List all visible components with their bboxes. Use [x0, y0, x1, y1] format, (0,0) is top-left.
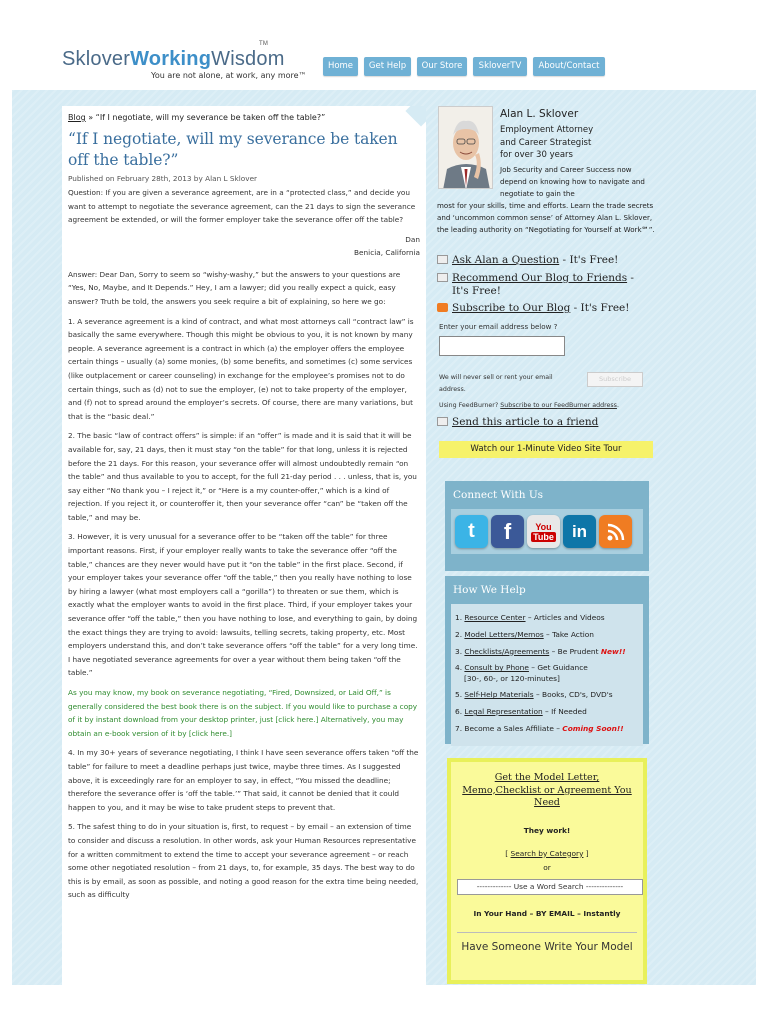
subscribe-link[interactable]: Subscribe to Our Blog — [452, 302, 571, 314]
ad-title-link[interactable]: Get the Model Letter, Memo,Checklist or Agreement You Need — [462, 772, 632, 808]
author-photo — [438, 106, 493, 189]
feedburner-link[interactable]: Subscribe to our FeedBurner address — [500, 402, 617, 409]
video-tour-button[interactable]: Watch our 1-Minute Video Site Tour — [439, 441, 653, 458]
linkedin-icon[interactable]: in — [563, 515, 596, 548]
youtube-tube: Tube — [533, 531, 554, 542]
envelope-icon — [437, 417, 448, 426]
help-link-self-help[interactable]: Self-Help Materials — [464, 690, 534, 700]
feedburner-suffix: . — [616, 402, 619, 409]
privacy-note: We will never sell or rent your email address. — [439, 374, 553, 393]
ad-in-your-hand: In Your Hand – BY EMAIL – Instantly — [473, 908, 621, 918]
article-title: “If I negotiate, will my severance be taken off the table?” — [68, 130, 398, 169]
author-role-line-1: Employment Attorney — [500, 125, 594, 135]
email-input[interactable] — [439, 336, 565, 356]
ad-they-work: They work! — [523, 825, 571, 835]
nav-sklovertv[interactable]: SkloverTV — [473, 57, 527, 76]
help-link-model-letters[interactable]: Model Letters/Memos — [464, 629, 544, 639]
help-link-legal-representation[interactable]: Legal Representation — [464, 706, 543, 716]
help-link-resource-center[interactable]: Resource Center — [464, 613, 526, 622]
book-promo-paragraph: As you may know, my book on severance negotiating, “Fired, Downsized, or Laid Off,” is generally considered the best book there is on the subject. If you would like to purchase a copy of it by instant download from your desktop printer, just [click here.] Alternatively, you may obtain an e-book version of it by [click here.] — [68, 688, 418, 738]
ad-category: [ Search by Category ] — [505, 848, 589, 858]
feedburner-note — [439, 402, 619, 409]
signature-name: Dan — [405, 234, 420, 244]
ad-write-model: Have Someone Write Your Model — [461, 940, 633, 953]
recommend-row — [437, 272, 634, 298]
help-link-checklists[interactable]: Checklists/Agreements — [464, 646, 550, 656]
answer-paragraph: Answer: Dear Dan, Sorry to seem so “wishy-washy,” but the answers to your questions are “Yes, No, Maybe, and It Depends.” Hey, I am a lawyer; did you really expect a quick, easy answer? Truth be told, the answers you seek require a bit of explaining, so here we go: — [68, 269, 401, 306]
nav-our-store[interactable]: Our Store — [417, 57, 467, 76]
new-badge: New!! — [600, 646, 626, 656]
recommend-suffix: - — [627, 272, 634, 284]
ask-question-row — [437, 254, 618, 267]
ask-question-suffix: - It's Free! — [559, 254, 619, 266]
question-signature — [68, 233, 420, 259]
youtube-you: You — [535, 521, 552, 532]
social-icons — [451, 509, 643, 554]
list-item: 4. Consult by Phone – Get Guidance [30-, 60-, or 120-minutes] — [455, 660, 639, 684]
breadcrumb-blog-link[interactable]: Blog — [68, 113, 86, 122]
coming-soon-badge: Coming Soon!! — [562, 723, 624, 733]
logo-part-3: Wisdom — [211, 48, 285, 70]
paragraph-5: 5. The safest thing to do in your situation is, first, to request – by email – an extension of time to consider and discuss a resolution. In other words, ask your Human Resources representative for a written commitment to extend the time to accept your severance agreement – or reach some other negotiated resolution – from 21 days, to, for example, 35 days. The best way to do this is by email, as soon as possible, and noting a good reason for the extra time being needed, such as difficulty — [68, 822, 419, 900]
site-logo[interactable] — [62, 41, 285, 71]
ask-question-link[interactable]: Ask Alan a Question — [452, 254, 560, 266]
article-meta: Published on February 28th, 2013 by Alan L Sklover — [68, 174, 258, 183]
rss-icon — [437, 303, 448, 312]
recommend-suffix-2: It's Free! — [452, 285, 501, 297]
how-we-help-panel — [445, 576, 649, 744]
ad-divider — [457, 932, 637, 933]
author-bio-a: Job Security and Career Success now depend on knowing how to navigate and negotiate to gain the — [500, 165, 645, 198]
help-link-consult-by-phone[interactable]: Consult by Phone — [464, 663, 529, 673]
article — [62, 106, 426, 985]
how-we-help-title: How We Help — [453, 584, 526, 596]
word-search-select[interactable]: ------------- Use a Word Search -------------- — [457, 879, 643, 895]
list-item: 1. Resource Center – Articles and Videos — [455, 613, 605, 622]
send-article-row — [437, 416, 598, 429]
author-role-line-3: for over 30 years — [500, 150, 573, 160]
logo-part-2: Working — [130, 48, 212, 70]
signature-place: Benicia, California — [354, 247, 420, 257]
list-item: 6. Legal Representation – If Needed — [455, 706, 587, 716]
ad-or: or — [543, 862, 551, 872]
feedburner-prefix: Using FeedBurner? — [439, 402, 501, 409]
breadcrumb-current: » “If I negotiate, will my severance be taken off the table?” — [85, 113, 326, 122]
consult-durations: [30-, 60-, or 120-minutes] — [464, 674, 560, 684]
twitter-icon[interactable]: t — [455, 515, 488, 548]
youtube-icon[interactable] — [527, 515, 560, 548]
list-item: 5. Self-Help Materials – Books, CD's, DVD's — [455, 690, 613, 700]
subscribe-button[interactable]: Subscribe — [587, 372, 643, 387]
list-item: 7. Become a Sales Affiliate – Coming Soon!! — [455, 723, 624, 733]
article-body — [68, 186, 420, 902]
question-paragraph: Question: If you are given a severance agreement, are in a “protected class,” and decide you want to attempt to negotiate the severance agreement, can the 21 days to sign the severance agreement be extended, or will the former employer take the severance offer off the table? — [68, 188, 416, 225]
author-role — [500, 124, 593, 162]
paragraph-1: 1. A severance agreement is a kind of contract, and what most attorneys call “contract law” is basically the same everywhere. Though this might be obvious to you, it is not known by many people. A severance agreement is a contract in which (a) the employer offers the employee certain things – usually (a) some monies, (b) some benefits, and sometimes (c) some services (like outplacement or career counseling) in exchange for the employee’s promises not to do certain things, such as (d) not to sue the employer, (e) not to take property of the employer, and (f) not to spread around the employer’s secrets. Of course, there are many variations, but that is the “basic deal.” — [68, 316, 414, 421]
paragraph-3: 3. However, it is very unusual for a severance offer to be “taken off the table” for three important reasons. First, if your employer really wants to take the severance offer “off the table,” chances are they never would have put it “on the table” in the first place. Second, if your employer takes your severance offer “off the table,” then you really have nothing to lose by hiring a lawyer (what most employers call a “gorilla”) to threaten or sue them, which is exactly what the employer wants to avoid in the first place. Third, if your employer takes your severance offer “off the table,” then you have nothing to lose, and everything to gain, by doing the exact things they are trying to avoid: lawsuits, telling secrets, taking property, etc. Most employers understand this, and don’t take severance offers “off the table” for a very long time. I have negotiated severance agreements for over a year without them being taken “off the table.” — [68, 532, 418, 678]
subscribe-suffix: - It's Free! — [570, 302, 630, 314]
email-label: Enter your email address below ? — [439, 322, 558, 331]
envelope-icon — [437, 273, 448, 282]
send-article-link[interactable]: Send this article to a friend — [452, 416, 599, 428]
nav-about-contact[interactable]: About/Contact — [533, 57, 605, 76]
connect-title: Connect With Us — [453, 489, 544, 501]
main-nav — [323, 57, 605, 76]
help-list — [451, 604, 643, 746]
list-item: 3. Checklists/Agreements – Be Prudent New!! — [455, 646, 626, 656]
facebook-icon[interactable]: f — [491, 515, 524, 548]
envelope-icon — [437, 255, 448, 264]
author-name: Alan L. Sklover — [500, 108, 579, 120]
search-by-category-link[interactable]: Search by Category — [510, 848, 584, 858]
author-role-line-2: and Career Strategist — [500, 137, 592, 148]
logo-part-1: Sklover — [62, 48, 131, 70]
paragraph-2: 2. The basic “law of contract offers” is simple: if an “offer” is made and it is said that it will be available for, say, 21 days, then it must stay “on the table” for that long, unless it is rejected before the 21 days. For this reason, your severance offer will almost undoubtedly remain “on the table” and thus available to you to accept, for the full 21-day period . . . unless, that is, you say either “No thank you – I reject it,” or “Here is a my counter-offer,” which is a kind of rejection. If you reject it, or counteroffer it, then your severance offer “can” be “taken off the table,” and may be. — [68, 431, 417, 522]
list-item: 2. Model Letters/Memos – Take Action — [455, 629, 594, 639]
connect-panel — [445, 481, 649, 571]
model-letter-ad — [447, 758, 647, 984]
nav-get-help[interactable]: Get Help — [364, 57, 411, 76]
author-bio-b: most for your skills, time and efforts. Learn the trade secrets and ‘uncommon common sense’ of Attorney Alan L. Sklover, the leading authority on “Negotiating for Yourself at Work℠”. — [437, 201, 655, 234]
site-header — [0, 0, 768, 90]
nav-home[interactable]: Home — [323, 57, 358, 76]
paragraph-4: 4. In my 30+ years of severance negotiating, I think I have seen severance offers taken “off the table” for failure to meet a deadline perhaps just twice, maybe three times. As I suggested above, it is exceedingly rare for an employer to say, in effect, “You missed the deadline; therefore the severance offer is ‘off the table.’” That said, it cannot be denied that it could happen to you, and it may be wise to take prudent steps to prevent that. — [68, 748, 419, 812]
rss-feed-icon[interactable] — [599, 515, 632, 548]
recommend-link[interactable]: Recommend Our Blog to Friends — [452, 272, 628, 284]
logo-trademark: TM — [259, 41, 269, 47]
subscribe-row — [437, 302, 629, 315]
breadcrumb — [68, 113, 420, 122]
site-tagline: You are not alone, at work, any more™ — [151, 71, 307, 80]
